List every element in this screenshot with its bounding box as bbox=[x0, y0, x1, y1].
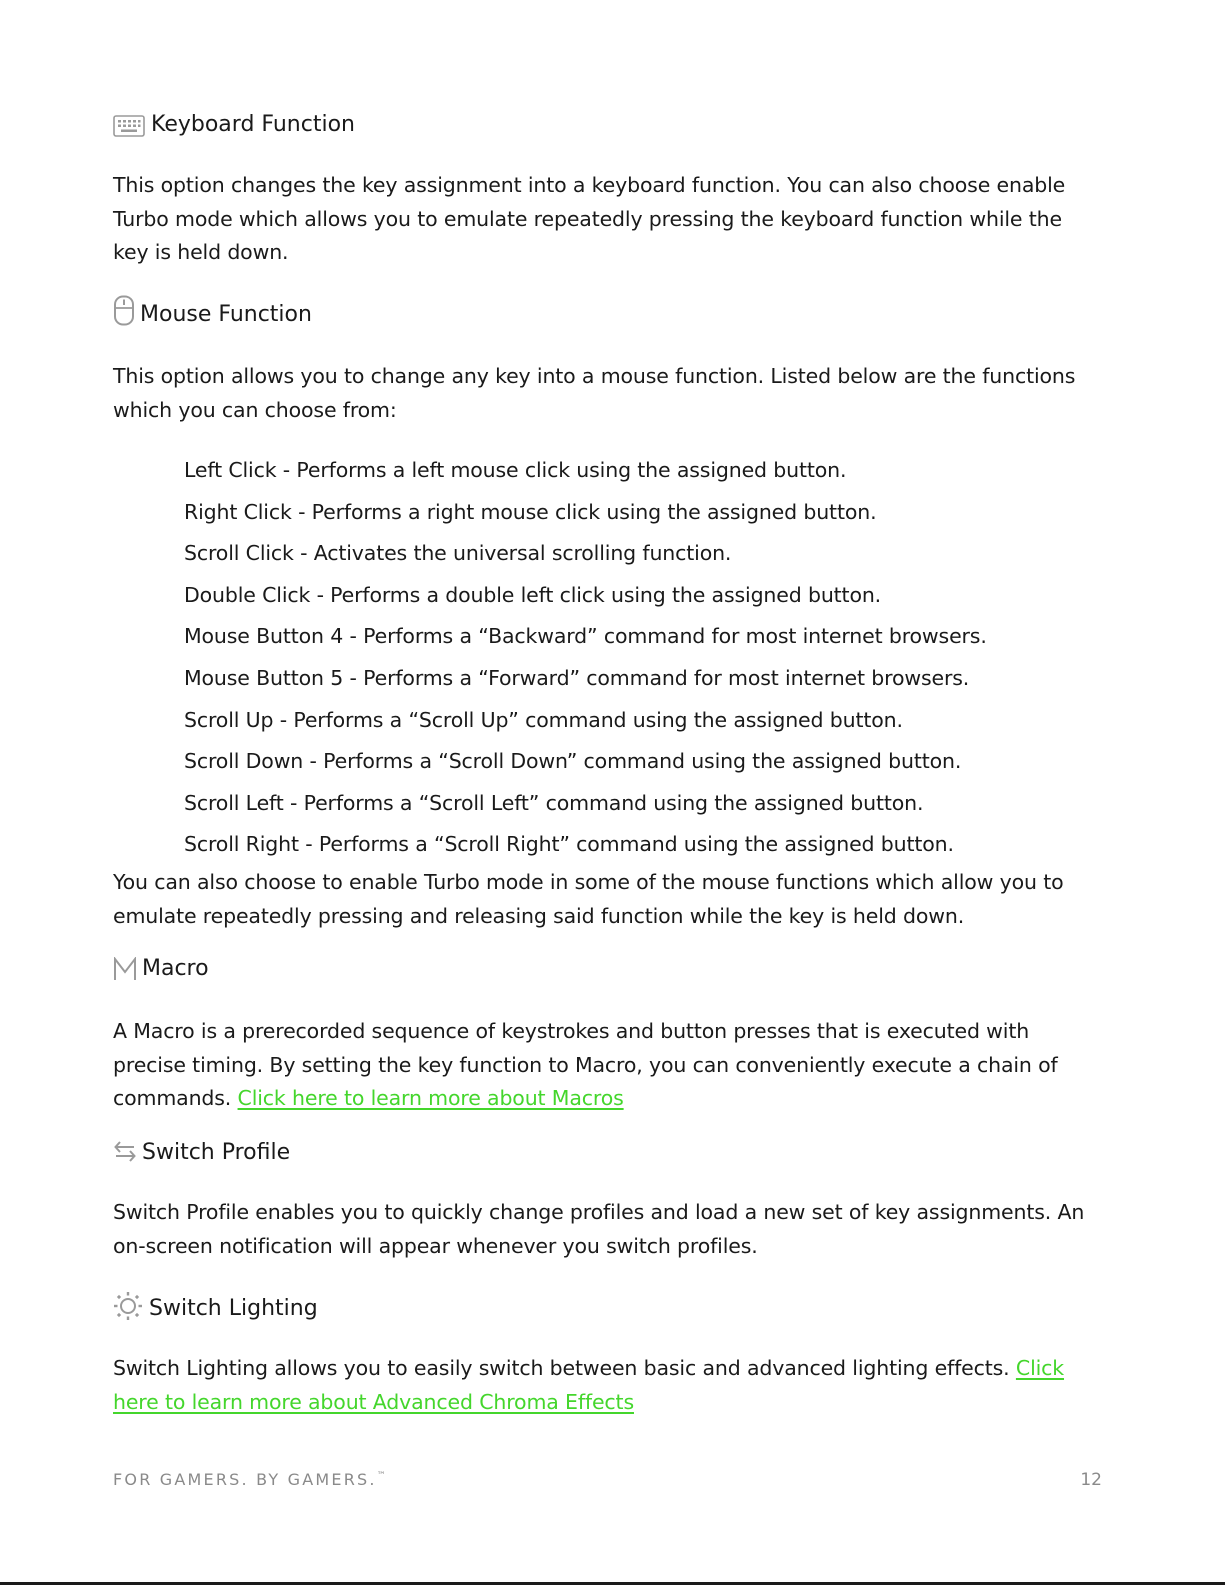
switch-lighting-heading bbox=[113, 1291, 318, 1321]
list-item: Scroll Right - Performs a “Scroll Right” command using the assigned button. bbox=[184, 832, 954, 857]
learn-more-macros-link[interactable]: Click here to learn more about Macros bbox=[237, 1086, 624, 1110]
macro-description bbox=[113, 1015, 1103, 1116]
list-item: Scroll Left - Performs a “Scroll Left” command using the assigned button. bbox=[184, 790, 924, 815]
switch-profile-description: Switch Profile enables you to quickly change profiles and load a new set of key assignments. An on-screen notification will appear whenever you switch profiles. bbox=[113, 1200, 1085, 1258]
keyboard-function-heading bbox=[113, 112, 355, 137]
list-item: Mouse Button 5 - Performs a “Forward” command for most internet browsers. bbox=[184, 665, 970, 690]
mouse-function-description: This option allows you to change any key into a mouse function. Listed below are the functions which you can choose from: bbox=[113, 364, 1076, 422]
heading-label: Switch Lighting bbox=[149, 1296, 318, 1321]
list-item: Mouse Button 4 - Performs a “Backward” command for most internet browsers. bbox=[184, 624, 987, 649]
list-item: Scroll Up - Performs a “Scroll Up” command using the assigned button. bbox=[184, 707, 903, 732]
list-item: Double Click - Performs a double left click using the assigned button. bbox=[184, 582, 882, 607]
heading-label: Switch Profile bbox=[142, 1140, 291, 1165]
keyboard-function-description: This option changes the key assignment into a keyboard function. You can also choose enable Turbo mode which allows you to emulate repeatedly pressing the keyboard function while the key is held down. bbox=[113, 173, 1066, 264]
mouse-function-heading bbox=[113, 295, 312, 327]
trademark-symbol: ™ bbox=[376, 1471, 386, 1481]
heading-label: Keyboard Function bbox=[151, 112, 355, 137]
page-number: 12 bbox=[1080, 1470, 1102, 1490]
footer-tagline bbox=[113, 1470, 386, 1489]
macro-icon bbox=[113, 957, 137, 981]
mouse-function-list bbox=[184, 452, 987, 868]
footer-tagline-text: FOR GAMERS. BY GAMERS. bbox=[113, 1470, 377, 1489]
learn-more-chroma-effects-link[interactable]: Click here to learn more about Advanced Chroma Effects bbox=[113, 1356, 1065, 1414]
list-item: Right Click - Performs a right mouse click using the assigned button. bbox=[184, 499, 877, 524]
macro-heading bbox=[113, 956, 209, 981]
list-item: Scroll Down - Performs a “Scroll Down” command using the assigned button. bbox=[184, 749, 962, 774]
macro-body-text: A Macro is a prerecorded sequence of keystrokes and button presses that is executed with precise timing. By setting the key function to Macro, you can conveniently execute a chain of commands. bbox=[113, 1019, 1058, 1110]
mouse-icon bbox=[113, 295, 135, 327]
sun-icon bbox=[113, 1291, 143, 1321]
list-item: Left Click - Performs a left mouse click using the assigned button. bbox=[184, 458, 847, 482]
list-item: Scroll Click - Activates the universal scrolling function. bbox=[184, 541, 732, 566]
heading-label: Macro bbox=[142, 956, 209, 981]
switch-lighting-body-text: Switch Lighting allows you to easily switch between basic and advanced lighting effects. bbox=[113, 1356, 1016, 1380]
switch-arrows-icon bbox=[113, 1139, 137, 1165]
keyboard-icon bbox=[113, 115, 145, 137]
turbo-mode-note: You can also choose to enable Turbo mode in some of the mouse functions which allow you to emulate repeatedly pressing and releasing said function while the key is held down. bbox=[113, 870, 1064, 928]
switch-lighting-description bbox=[113, 1352, 1103, 1419]
heading-label: Mouse Function bbox=[140, 302, 312, 327]
switch-profile-heading bbox=[113, 1139, 290, 1165]
